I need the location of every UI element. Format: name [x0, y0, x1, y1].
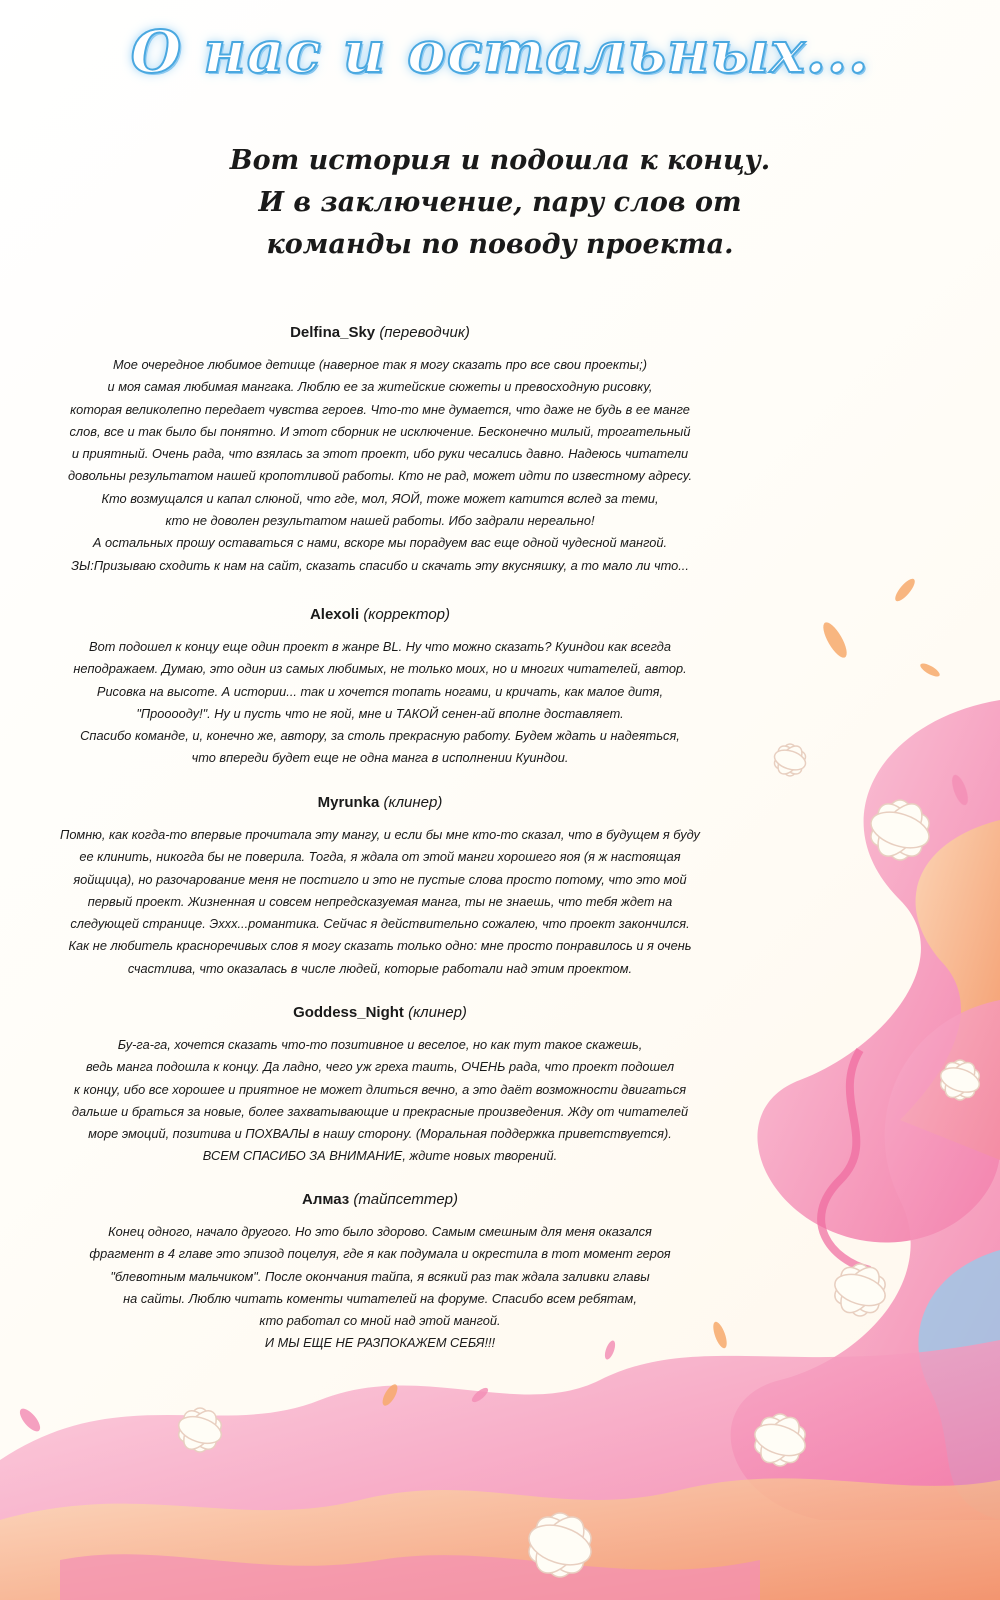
intro-line: Вот история и подошла к концу. — [229, 145, 771, 176]
note-line: которая великолепно передает чувства героев. Что-то мне думается, что даже не будь в ее манге — [70, 401, 690, 417]
author-nick: Delfina_Sky — [290, 324, 376, 341]
note-line: Вот подошел к концу еще один проект в жанре BL. Ну что можно сказать? Куиндои как всегда — [89, 639, 671, 654]
note-line: первый проект. Жизненная и совсем непредсказуемая манга, ты не знаешь, что тебя ждет на — [87, 893, 673, 909]
note-heading — [0, 1189, 760, 1211]
note-line: кто работал со мной над этой мангой. — [259, 1313, 501, 1329]
author-role: (корректор) — [363, 606, 451, 623]
note-line: слов, все и так было бы понятно. И этот сборник не исключение. Бесконечно милый, трогательный — [69, 423, 691, 439]
note-heading — [0, 792, 760, 814]
note-line: Рисовка на высоте. А истории... так и хочется топать ногами, и кричать, как малое дитя, — [96, 683, 664, 699]
note-line: ее клинить, никогда бы не поверила. Тогда, я ждала от этой манги хорошего яоя (я ж настоящая — [79, 849, 681, 865]
intro-line: И в заключение, пару слов от — [258, 187, 742, 218]
note-line: И МЫ ЕЩЕ НЕ РАЗПОКАЖЕМ СЕБЯ!!! — [264, 1335, 496, 1351]
note-line: ВСЕМ СПАСИБО ЗА ВНИМАНИЕ, ждите новых творений. — [202, 1148, 558, 1164]
note-line: фрагмент в 4 главе это эпизод поцелуя, где я как подумала и окрестила в тот момент героя — [89, 1246, 671, 1262]
note-line: что впереди будет еще не одна манга в исполнении Куиндои. — [191, 750, 569, 766]
note-line: "Прооооду!". Ну и пусть что не яой, мне и ТАКОЙ сенен-ай вполне доставляет. — [136, 705, 624, 721]
team-note-goddess-night — [0, 1002, 760, 1168]
intro-text — [0, 140, 1000, 266]
note-line: к концу, ибо все хорошее и приятное не может длиться вечно, а это даёт возможности двигаться — [73, 1081, 687, 1097]
note-text — [0, 1221, 760, 1355]
note-line: Мое очередное любимое детище (наверное так я могу сказать про все свои проекты;) — [113, 357, 647, 372]
author-role: (клинер) — [408, 1004, 467, 1021]
note-line: ЗЫ:Призываю сходить к нам на сайт, сказать спасибо и скачать эту вкусняшку, а то мало ли что... — [71, 557, 689, 573]
author-role: (клинер) — [383, 794, 443, 811]
note-line: Бу-га-га, хочется сказать что-то позитивное и веселое, но как тут такое скажешь, — [117, 1037, 643, 1052]
note-line: Конец одного, начало другого. Но это было здорово. Самым смешным для меня оказался — [108, 1224, 652, 1239]
note-text — [0, 1034, 760, 1168]
team-note-myrunka — [0, 792, 760, 980]
note-line: Помню, как когда-то впервые прочитала эту мангу, и если бы мне кто-то сказал, что в будущем я буду — [60, 827, 700, 842]
team-note-alexoli — [0, 604, 760, 770]
author-nick: Alexoli — [309, 606, 360, 623]
author-nick: Goddess_Night — [293, 1004, 404, 1021]
note-line: яойщица), но разочарование меня не постигло и это не пустые слова просто потому, что это мой — [73, 871, 687, 887]
note-line: Как не любитель красноречивых слов я могу сказать только одно: мне просто понравилось и я очень — [68, 938, 692, 954]
note-line: счастлива, что оказалась в числе людей, которые работали над этим проектом. — [127, 960, 633, 976]
note-line: довольны результатом нашей кропотливой работы. Кто не рад, может идти по известному адресу. — [67, 468, 692, 484]
note-line: следующей странице. Эххх...романтика. Сейчас я действительно сожалею, что проект закончился. — [70, 916, 690, 932]
note-line: Спасибо команде, и, конечно же, автору, за столь прекрасную работу. Будем ждать и надеяться, — [80, 728, 680, 744]
note-text — [0, 354, 760, 577]
note-line: ведь манга подошла к концу. Да ладно, чего уж греха таить, ОЧЕНЬ рада, что проект подошел — [85, 1059, 675, 1075]
intro-line: команды по поводу проекта. — [266, 229, 734, 260]
note-heading — [0, 1002, 760, 1024]
note-line: и моя самая любимая мангака. Люблю ее за житейские сюжеты и превосходную рисовку, — [107, 379, 653, 395]
team-note-delfina — [0, 322, 760, 577]
note-line: неподражаем. Думаю, это один из самых любимых, не только моих, но и многих читателей, автор. — [73, 661, 687, 677]
note-line: море эмоций, позитива и ПОХВАЛЫ в нашу сторону. (Моральная поддержка приветствуется). — [88, 1126, 672, 1142]
page-title: О нас и остальных... — [130, 18, 870, 86]
note-line: Кто возмущался и капал слюной, что где, мол, ЯОЙ, тоже может катится вслед за теми, — [101, 490, 659, 506]
author-role: (переводчик) — [379, 324, 470, 341]
note-line: дальше и браться за новые, более захватывающие и прекрасные произведения. Жду от читателей — [71, 1103, 689, 1119]
note-line: на сайты. Люблю читать коменты читателей на форуме. Спасибо всем ребятам, — [123, 1290, 637, 1306]
note-heading — [0, 322, 760, 344]
note-heading — [0, 604, 760, 626]
note-text — [0, 824, 760, 980]
author-nick: Myrunka — [317, 794, 380, 811]
note-line: и приятный. Очень рада, что взялась за этот проект, ибо руки чесались давно. Надеюсь читатели — [71, 446, 689, 462]
note-line: кто не доволен результатом нашей работы. Ибо задрали нереально! — [165, 513, 595, 529]
note-text — [0, 636, 760, 770]
note-line: А остальных прошу оставаться с нами, вскоре мы порадуем вас еще одной чудесной мангой. — [92, 535, 668, 551]
team-note-almaz — [0, 1189, 760, 1355]
author-nick: Алмаз — [301, 1191, 350, 1208]
author-role: (тайпсеттер) — [353, 1191, 459, 1208]
note-line: "блевотным мальчиком". После окончания тайпа, я всякий раз так ждала заливки главы — [110, 1268, 650, 1284]
